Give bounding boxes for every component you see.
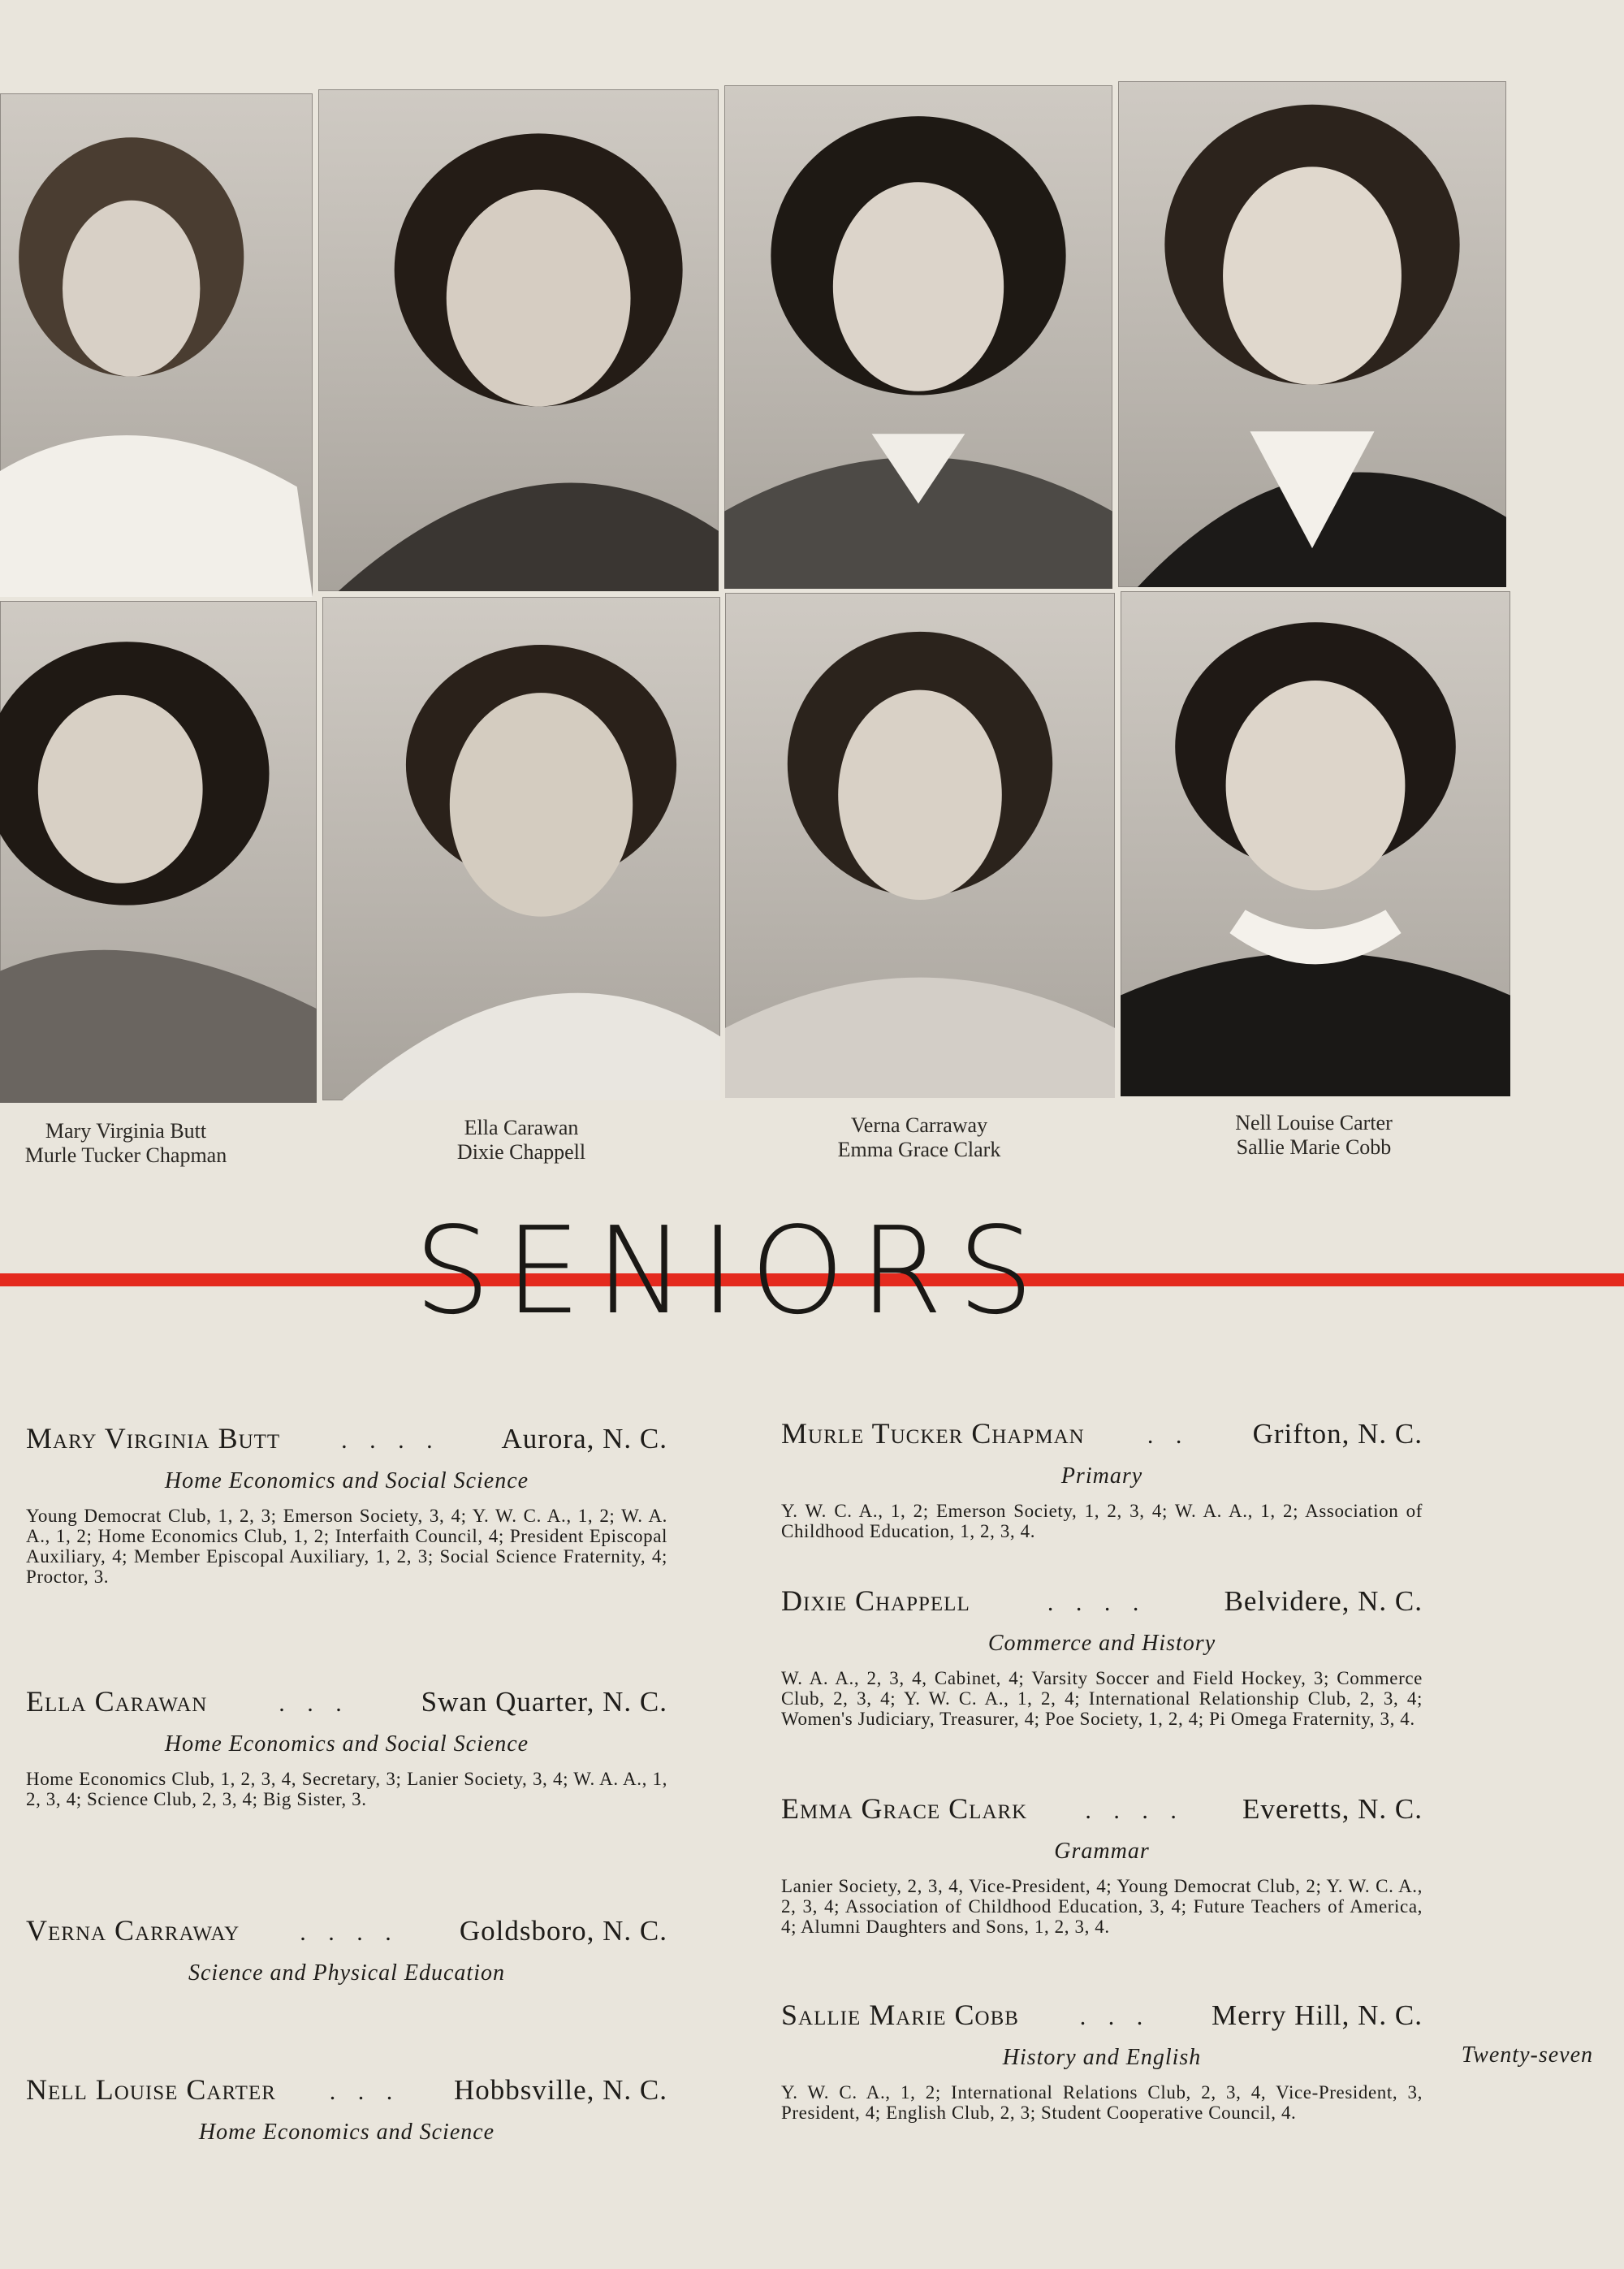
entry-name: Verna Carraway bbox=[26, 1914, 240, 1947]
caption-name: Murle Tucker Chapman bbox=[24, 1143, 227, 1167]
entry-name: Murle Tucker Chapman bbox=[781, 1417, 1085, 1450]
senior-entry bbox=[781, 1416, 1423, 1541]
entry-major: Grammar bbox=[1054, 1839, 1150, 1864]
caption-name: Dixie Chappell bbox=[456, 1140, 586, 1164]
entry-name: Sallie Marie Cobb bbox=[781, 1999, 1019, 2031]
caption-name: Mary Virginia Butt bbox=[45, 1119, 207, 1143]
entry-activities: Y. W. C. A., 1, 2; Emerson Society, 1, 2, 3, 4; W. A. A., 1, 2; Association of Childhood Education, 1, 2, 3, 4. bbox=[781, 1501, 1423, 1541]
entry-hometown: Grifton, N. C. bbox=[1252, 1418, 1423, 1450]
entry-name: Dixie Chappell bbox=[781, 1584, 970, 1617]
portrait-photo bbox=[0, 93, 313, 597]
leader-dots: . . . . bbox=[1047, 1589, 1147, 1616]
entry-name: Ella Carawan bbox=[26, 1685, 208, 1718]
senior-entry bbox=[781, 1998, 1423, 2123]
entry-activities: Young Democrat Club, 1, 2, 3; Emerson Society, 3, 4; Y. W. C. A., 1, 2; W. A. A., 1, 2; Home Economics Club, 1, 2; Interfaith Council, 4; President Episcopal Auxiliary, 4; Member Episcopal Auxiliary, 1, 2, 3; Social Science Fraternity, 4; Proctor, 3. bbox=[26, 1506, 667, 1587]
senior-entry bbox=[26, 2072, 667, 2146]
leader-dots: . . . bbox=[1079, 2003, 1151, 2030]
portrait-photo bbox=[318, 89, 719, 591]
entry-name: Nell Louise Carter bbox=[26, 2073, 276, 2106]
caption-name: Sallie Marie Cobb bbox=[1236, 1135, 1392, 1159]
entry-header bbox=[781, 1998, 1423, 2032]
caption-name: Ella Carawan bbox=[464, 1116, 579, 1139]
entry-major: Primary bbox=[1060, 1463, 1143, 1489]
entry-major: Home Economics and Social Science bbox=[164, 1468, 529, 1493]
entry-major: Home Economics and Science bbox=[198, 2120, 495, 2145]
entry-activities: W. A. A., 2, 3, 4, Cabinet, 4; Varsity Soccer and Field Hockey, 3; Commerce Club, 2, 3, 4; Y. W. C. A., 1, 2, 4; International Relationship Club, 2, 3, 4; Women's Judiciary, Treasurer, 4; Poe Society, 1, 2, 4; Pi Omega Fraternity, 3, 4. bbox=[781, 1668, 1423, 1729]
page-title: SENIORS bbox=[414, 1201, 1049, 1341]
portrait-photo bbox=[1121, 591, 1510, 1096]
senior-entry bbox=[26, 1913, 667, 1986]
portrait-photo bbox=[725, 593, 1115, 1098]
entry-activities: Lanier Society, 2, 3, 4, Vice-President, 4; Young Democrat Club, 2; Y. W. C. A., 2, 3, 4; Association of Childhood Education, 3, 4; Future Teachers of America, 4; Alumni Daughters and Sons, 1, 2, 3, 4. bbox=[781, 1876, 1423, 1937]
caption-name: Nell Louise Carter bbox=[1235, 1111, 1393, 1134]
senior-entry bbox=[26, 1421, 667, 1587]
entry-name: Emma Grace Clark bbox=[781, 1792, 1028, 1825]
entry-name: Mary Virginia Butt bbox=[26, 1422, 281, 1454]
caption-name: Emma Grace Clark bbox=[837, 1138, 1001, 1161]
entry-major: Commerce and History bbox=[987, 1631, 1216, 1656]
portrait-photo bbox=[0, 601, 317, 1103]
portrait-photo bbox=[724, 85, 1112, 589]
entry-activities: Y. W. C. A., 1, 2; International Relations Club, 2, 3, 4, Vice-President, 3, President, 4; English Club, 2, 3; Student Cooperative Council, 4. bbox=[781, 2082, 1423, 2123]
entry-hometown: Goldsboro, N. C. bbox=[459, 1915, 667, 1947]
entry-header bbox=[781, 1584, 1423, 1618]
caption-col-1 bbox=[0, 1119, 252, 1168]
leader-dots: . . . . bbox=[300, 1919, 400, 1946]
leader-dots: . . . bbox=[279, 1690, 350, 1717]
senior-entry bbox=[781, 1791, 1423, 1937]
caption-col-2 bbox=[400, 1116, 643, 1165]
entry-hometown: Merry Hill, N. C. bbox=[1211, 1999, 1423, 2031]
entry-major: Home Economics and Social Science bbox=[164, 1731, 529, 1757]
entry-hometown: Belvidere, N. C. bbox=[1224, 1585, 1423, 1617]
entry-hometown: Aurora, N. C. bbox=[501, 1423, 667, 1454]
portrait-grid bbox=[0, 81, 1510, 1096]
entry-hometown: Swan Quarter, N. C. bbox=[421, 1686, 667, 1718]
entry-header bbox=[26, 1684, 667, 1718]
entry-activities: Home Economics Club, 1, 2, 3, 4, Secretary, 3; Lanier Society, 3, 4; W. A. A., 1, 2, 3, 4; Science Club, 2, 3, 4; Big Sister, 3. bbox=[26, 1769, 667, 1809]
leader-dots: . . bbox=[1147, 1422, 1190, 1449]
senior-entry bbox=[26, 1684, 667, 1809]
caption-col-3 bbox=[797, 1113, 1041, 1162]
caption-col-4 bbox=[1192, 1111, 1436, 1160]
senior-entry bbox=[781, 1584, 1423, 1729]
portrait-photo bbox=[322, 597, 720, 1100]
leader-dots: . . . . bbox=[341, 1427, 441, 1454]
page-number: Twenty-seven bbox=[1461, 2042, 1593, 2068]
leader-dots: . . . . bbox=[1085, 1797, 1185, 1824]
entry-hometown: Everetts, N. C. bbox=[1242, 1793, 1423, 1825]
caption-name: Verna Carraway bbox=[850, 1113, 988, 1137]
entry-header bbox=[781, 1416, 1423, 1450]
entry-header bbox=[781, 1791, 1423, 1826]
portrait-photo bbox=[1118, 81, 1506, 587]
entry-major: Science and Physical Education bbox=[188, 1960, 505, 1986]
entry-header bbox=[26, 2072, 667, 2107]
leader-dots: . . . bbox=[329, 2078, 401, 2105]
entry-header bbox=[26, 1913, 667, 1947]
entry-major: History and English bbox=[1002, 2045, 1202, 2070]
entry-hometown: Hobbsville, N. C. bbox=[454, 2074, 667, 2106]
entry-header bbox=[26, 1421, 667, 1455]
